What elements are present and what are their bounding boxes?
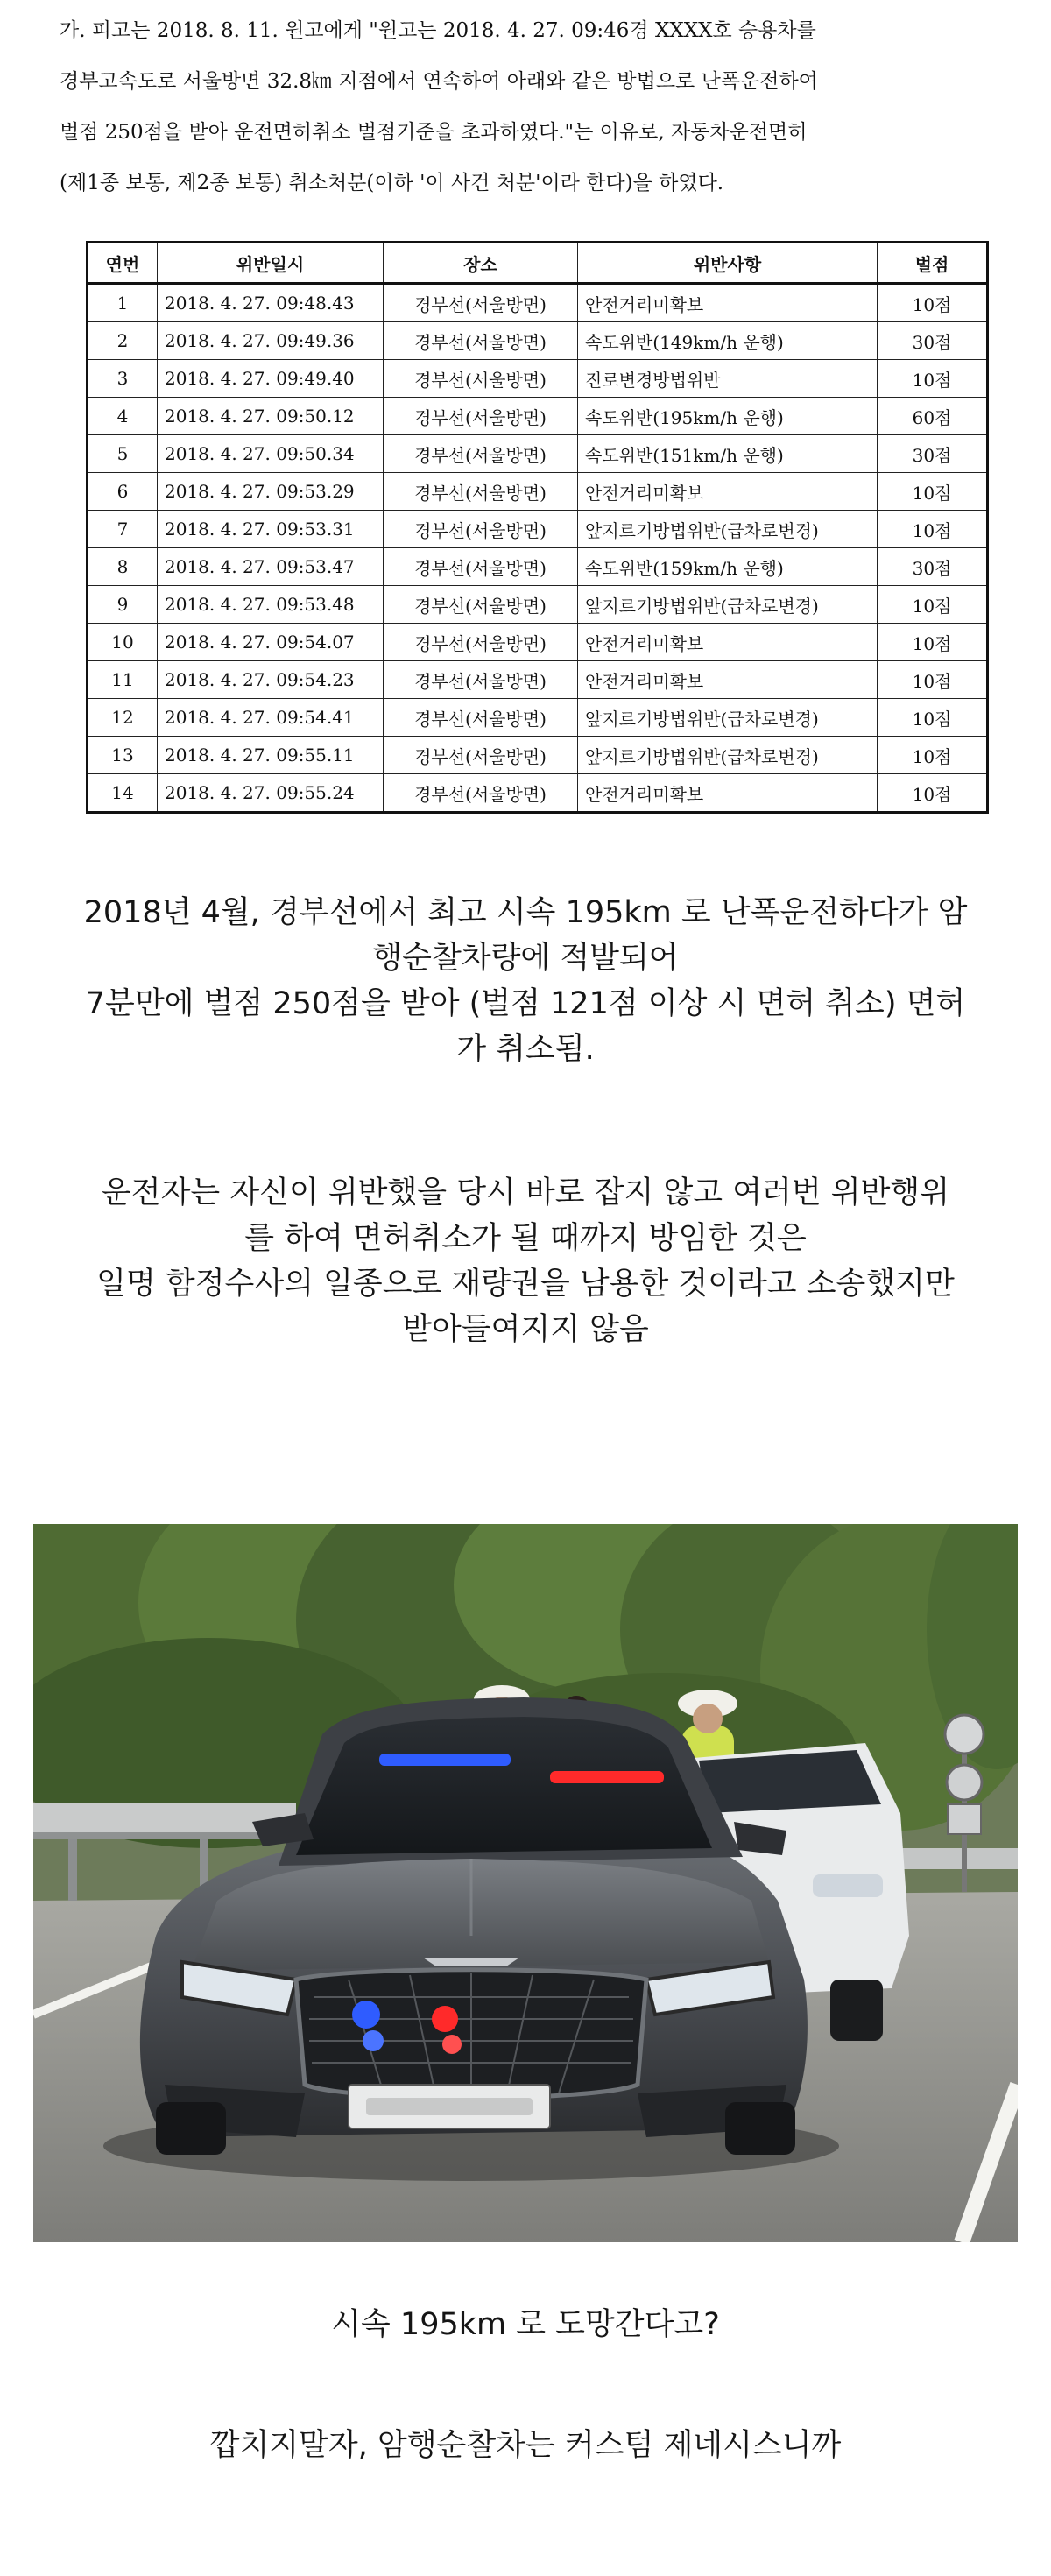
cell-points: 10점 bbox=[878, 737, 988, 774]
caption-line: 2018년 4월, 경부선에서 최고 시속 195km 로 난폭운전하다가 암 bbox=[83, 895, 968, 930]
cell-violation: 안전거리미확보 bbox=[578, 774, 878, 813]
cell-points: 30점 bbox=[878, 548, 988, 586]
cell-place: 경부선(서울방면) bbox=[384, 774, 578, 813]
cell-datetime: 2018. 4. 27. 09:53.48 bbox=[158, 586, 384, 624]
cell-no: 6 bbox=[88, 473, 158, 511]
police-car-illustration bbox=[33, 1524, 1018, 2242]
cell-no: 1 bbox=[88, 284, 158, 322]
cell-place: 경부선(서울방면) bbox=[384, 737, 578, 774]
paragraph-line: (제1종 보통, 제2종 보통) 취소처분(이하 '이 사건 처분'이라 한다)을 하였다. bbox=[60, 172, 724, 194]
cell-datetime: 2018. 4. 27. 09:49.40 bbox=[158, 360, 384, 398]
cell-datetime: 2018. 4. 27. 09:53.31 bbox=[158, 511, 384, 548]
cell-violation: 앞지르기방법위반(급차로변경) bbox=[578, 586, 878, 624]
cell-no: 14 bbox=[88, 774, 158, 813]
table-body bbox=[88, 284, 988, 813]
cell-violation: 앞지르기방법위반(급차로변경) bbox=[578, 737, 878, 774]
cell-points: 10점 bbox=[878, 284, 988, 322]
cell-violation: 속도위반(149km/h 운행) bbox=[578, 322, 878, 360]
court-document bbox=[0, 0, 1051, 841]
table-row bbox=[88, 360, 988, 398]
table-row bbox=[88, 699, 988, 737]
caption-line: 운전자는 자신이 위반했을 당시 바로 잡지 않고 여러번 위반행위 bbox=[101, 1175, 950, 1210]
punchline-caption bbox=[0, 2423, 1051, 2468]
cell-datetime: 2018. 4. 27. 09:50.34 bbox=[158, 435, 384, 473]
cell-place: 경부선(서울방면) bbox=[384, 360, 578, 398]
table-row bbox=[88, 737, 988, 774]
cell-place: 경부선(서울방면) bbox=[384, 586, 578, 624]
cell-points: 10점 bbox=[878, 624, 988, 661]
cell-violation: 속도위반(151km/h 운행) bbox=[578, 435, 878, 473]
cell-datetime: 2018. 4. 27. 09:54.07 bbox=[158, 624, 384, 661]
cell-points: 10점 bbox=[878, 586, 988, 624]
paragraph-line: 벌점 250점을 받아 운전면허취소 벌점기준을 초과하였다."는 이유로, 자동차운전면허 bbox=[60, 121, 808, 144]
question-caption bbox=[0, 2302, 1051, 2347]
caption-line: 일명 함정수사의 일종으로 재량권을 남용한 것이라고 소송했지만 bbox=[96, 1267, 955, 1302]
header-datetime: 위반일시 bbox=[158, 243, 384, 284]
table-row bbox=[88, 435, 988, 473]
cell-points: 10점 bbox=[878, 661, 988, 699]
cell-datetime: 2018. 4. 27. 09:53.47 bbox=[158, 548, 384, 586]
cell-violation: 속도위반(159km/h 운행) bbox=[578, 548, 878, 586]
header-points: 벌점 bbox=[878, 243, 988, 284]
caption-line: 시속 195km 로 도망간다고? bbox=[331, 2307, 720, 2342]
table-row bbox=[88, 511, 988, 548]
table-row bbox=[88, 661, 988, 699]
caption-line: 행순찰차량에 적발되어 bbox=[372, 941, 679, 976]
table-row bbox=[88, 774, 988, 813]
cell-points: 10점 bbox=[878, 774, 988, 813]
cell-datetime: 2018. 4. 27. 09:50.12 bbox=[158, 398, 384, 435]
violations-table bbox=[86, 241, 989, 814]
cell-no: 7 bbox=[88, 511, 158, 548]
cell-no: 3 bbox=[88, 360, 158, 398]
cell-datetime: 2018. 4. 27. 09:55.11 bbox=[158, 737, 384, 774]
cell-violation: 진로변경방법위반 bbox=[578, 360, 878, 398]
cell-points: 60점 bbox=[878, 398, 988, 435]
table-header-row bbox=[88, 243, 988, 284]
cell-no: 4 bbox=[88, 398, 158, 435]
police-car-photo bbox=[33, 1524, 1018, 2242]
document-paragraph bbox=[60, 5, 988, 208]
cell-place: 경부선(서울방면) bbox=[384, 398, 578, 435]
table-row bbox=[88, 398, 988, 435]
cell-place: 경부선(서울방면) bbox=[384, 624, 578, 661]
cell-datetime: 2018. 4. 27. 09:54.23 bbox=[158, 661, 384, 699]
cell-points: 30점 bbox=[878, 435, 988, 473]
cell-no: 9 bbox=[88, 586, 158, 624]
cell-points: 10점 bbox=[878, 699, 988, 737]
cell-violation: 앞지르기방법위반(급차로변경) bbox=[578, 699, 878, 737]
cell-violation: 안전거리미확보 bbox=[578, 661, 878, 699]
cell-violation: 안전거리미확보 bbox=[578, 473, 878, 511]
cell-place: 경부선(서울방면) bbox=[384, 548, 578, 586]
cell-place: 경부선(서울방면) bbox=[384, 473, 578, 511]
table-row bbox=[88, 322, 988, 360]
cell-datetime: 2018. 4. 27. 09:55.24 bbox=[158, 774, 384, 813]
table-row bbox=[88, 284, 988, 322]
cell-no: 2 bbox=[88, 322, 158, 360]
header-place: 장소 bbox=[384, 243, 578, 284]
cell-no: 11 bbox=[88, 661, 158, 699]
cell-no: 13 bbox=[88, 737, 158, 774]
caption-line: 를 하여 면허취소가 될 때까지 방임한 것은 bbox=[244, 1221, 807, 1256]
cell-points: 10점 bbox=[878, 511, 988, 548]
summary-caption bbox=[0, 890, 1051, 1072]
caption-line: 깝치지말자, 암행순찰차는 커스텀 제네시스니까 bbox=[209, 2428, 842, 2463]
cell-datetime: 2018. 4. 27. 09:49.36 bbox=[158, 322, 384, 360]
caption-line: 7분만에 벌점 250점을 받아 (벌점 121점 이상 시 면허 취소) 면허 bbox=[85, 986, 966, 1021]
paragraph-line: 경부고속도로 서울방면 32.8㎞ 지점에서 연속하여 아래와 같은 방법으로 난폭운전하여 bbox=[60, 70, 818, 93]
table-row bbox=[88, 586, 988, 624]
cell-no: 5 bbox=[88, 435, 158, 473]
cell-points: 30점 bbox=[878, 322, 988, 360]
cell-place: 경부선(서울방면) bbox=[384, 661, 578, 699]
cell-place: 경부선(서울방면) bbox=[384, 322, 578, 360]
cell-datetime: 2018. 4. 27. 09:54.41 bbox=[158, 699, 384, 737]
cell-no: 8 bbox=[88, 548, 158, 586]
cell-points: 10점 bbox=[878, 360, 988, 398]
cell-place: 경부선(서울방면) bbox=[384, 284, 578, 322]
caption-line: 가 취소됨. bbox=[456, 1032, 595, 1067]
cell-place: 경부선(서울방면) bbox=[384, 699, 578, 737]
table-row bbox=[88, 473, 988, 511]
caption-line: 받아들여지지 않음 bbox=[402, 1312, 649, 1347]
table-row bbox=[88, 624, 988, 661]
cell-place: 경부선(서울방면) bbox=[384, 435, 578, 473]
cell-violation: 속도위반(195km/h 운행) bbox=[578, 398, 878, 435]
lawsuit-caption bbox=[0, 1170, 1051, 1352]
cell-place: 경부선(서울방면) bbox=[384, 511, 578, 548]
cell-points: 10점 bbox=[878, 473, 988, 511]
cell-violation: 안전거리미확보 bbox=[578, 624, 878, 661]
cell-no: 12 bbox=[88, 699, 158, 737]
cell-no: 10 bbox=[88, 624, 158, 661]
header-violation: 위반사항 bbox=[578, 243, 878, 284]
cell-datetime: 2018. 4. 27. 09:48.43 bbox=[158, 284, 384, 322]
cell-datetime: 2018. 4. 27. 09:53.29 bbox=[158, 473, 384, 511]
cell-violation: 앞지르기방법위반(급차로변경) bbox=[578, 511, 878, 548]
table-row bbox=[88, 548, 988, 586]
paragraph-line: 가. 피고는 2018. 8. 11. 원고에게 "원고는 2018. 4. 27. 09:46경 XXXX호 승용차를 bbox=[60, 19, 816, 42]
header-no: 연번 bbox=[88, 243, 158, 284]
cell-violation: 안전거리미확보 bbox=[578, 284, 878, 322]
